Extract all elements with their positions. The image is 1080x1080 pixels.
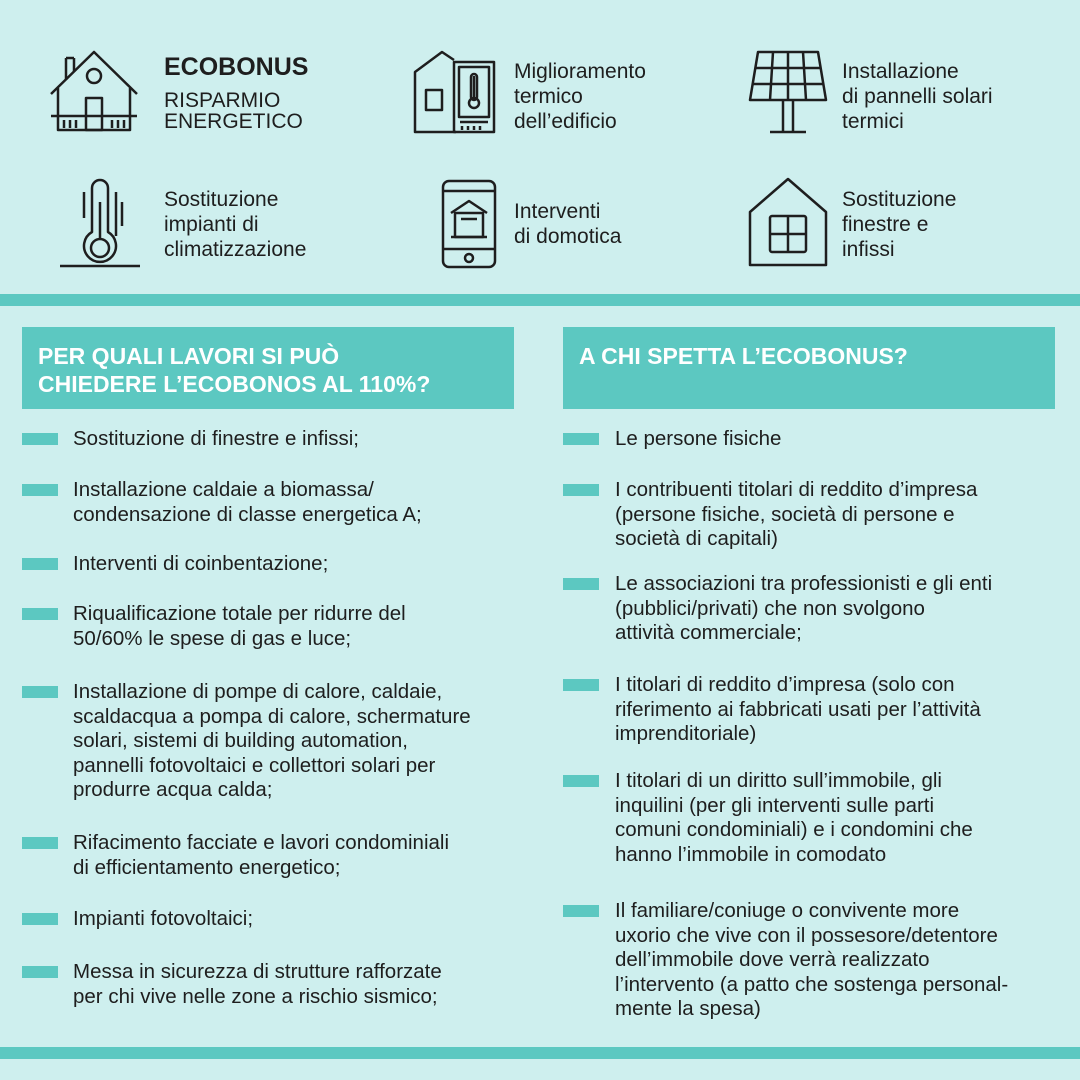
- list-item: [73, 907, 253, 932]
- top-divider-band: [0, 294, 1080, 306]
- thermal-label-line: dell’edificio: [514, 110, 617, 133]
- list-item-line: solari, sistemi di building automation,: [73, 729, 408, 752]
- list-item: [615, 769, 973, 867]
- bullet-marker: [563, 484, 599, 496]
- list-item-line: I titolari di un diritto sull’immobile, gli: [615, 769, 942, 792]
- list-item-line: uxorio che vive con il possesore/detentore: [615, 923, 998, 947]
- bullet-marker: [22, 558, 58, 570]
- list-item: [615, 899, 1008, 1022]
- windows-label-line: finestre e: [842, 213, 929, 236]
- list-item-line: Le persone fisiche: [615, 427, 782, 450]
- list-item-line: Rifacimento facciate e lavori condominiali: [73, 831, 450, 854]
- list-item-line: hanno l’immobile in comodato: [615, 842, 887, 866]
- list-item: [73, 680, 471, 803]
- list-item-line: per chi vive nelle zone a rischio sismico;: [73, 984, 438, 1008]
- house-icon: [48, 48, 140, 136]
- house-thermometer-icon: [412, 50, 496, 134]
- bullet-marker: [563, 775, 599, 787]
- list-item-line: dell’immobile dove verrà realizzato: [615, 948, 930, 971]
- bullet-marker: [22, 608, 58, 620]
- list-item-line: attività commerciale;: [615, 621, 802, 644]
- ecobonus-subtitle-line: RISPARMIO: [164, 89, 281, 112]
- list-item-line: pannelli fotovoltaici e collettori solari per: [73, 753, 436, 777]
- right-section-heading: [563, 327, 1055, 409]
- list-item-line: inquilini (per gli interventi sulle parti: [615, 793, 935, 817]
- bullet-marker: [22, 966, 58, 978]
- list-item-line: produrre acqua calda;: [73, 778, 273, 801]
- bullet-marker: [22, 686, 58, 698]
- climate-label-line: impianti di: [164, 213, 259, 236]
- list-item-line: l’intervento (a patto che sostenga personal-: [615, 972, 1009, 996]
- solar-label-line: di pannelli solari: [842, 85, 993, 108]
- list-item: [73, 960, 442, 1009]
- windows-label: [842, 187, 956, 262]
- list-item-line: mente la spesa): [615, 997, 761, 1020]
- bullet-marker: [22, 484, 58, 496]
- list-item-line: Il familiare/coniuge o convivente more: [615, 899, 960, 922]
- thermal-label-line: Miglioramento: [514, 60, 646, 83]
- list-item-line: I contribuenti titolari di reddito d’impresa: [615, 478, 978, 501]
- ecobonus-label: [164, 52, 308, 132]
- list-item-line: Installazione di pompe di calore, caldaie,: [73, 680, 443, 703]
- list-item-line: Interventi di coinbentazione;: [73, 552, 329, 575]
- list-item-line: Installazione caldaie a biomassa/: [73, 478, 374, 501]
- left-heading-line: CHIEDERE L’ECOBONOS AL 110%?: [38, 371, 431, 397]
- list-item-line: condensazione di classe energetica A;: [73, 502, 422, 526]
- bottom-divider-band: [0, 1047, 1080, 1059]
- list-item-line: 50/60% le spese di gas e luce;: [73, 626, 352, 650]
- list-item-line: (persone fisiche, società di persone e: [615, 502, 955, 526]
- list-item-line: Le associazioni tra professionisti e gli enti: [615, 572, 993, 595]
- thermometer-icon: [58, 178, 142, 270]
- thermal-label: [514, 59, 646, 134]
- list-item: [615, 427, 781, 452]
- bullet-marker: [22, 837, 58, 849]
- bullet-marker: [563, 905, 599, 917]
- list-item-line: imprenditoriale): [615, 722, 757, 745]
- list-item-line: comuni condominiali) e i condomini che: [615, 818, 973, 841]
- thermal-label-line: termico: [514, 85, 583, 108]
- list-item-line: scaldacqua a pompa di calore, schermature: [73, 704, 471, 728]
- right-heading-line: A CHI SPETTA L’ECOBONUS?: [579, 343, 908, 369]
- solar-label: [842, 59, 993, 134]
- list-item-line: (pubblici/privati) che non svolgono: [615, 596, 925, 620]
- windows-label-line: infissi: [842, 238, 895, 261]
- list-item: [615, 478, 977, 552]
- list-item-line: I titolari di reddito d’impresa (solo con: [615, 673, 955, 696]
- bullet-marker: [22, 433, 58, 445]
- list-item-line: Sostituzione di finestre e infissi;: [73, 427, 359, 450]
- climate-label: [164, 187, 306, 262]
- left-section-heading: [22, 327, 514, 409]
- ecobonus-subtitle-line: ENERGETICO: [164, 110, 303, 133]
- solar-label-line: Installazione: [842, 60, 959, 83]
- list-item-line: società di capitali): [615, 527, 778, 550]
- smartphone-house-icon: [441, 179, 497, 269]
- list-item: [73, 831, 449, 880]
- list-item: [73, 427, 359, 452]
- list-item: [73, 552, 328, 577]
- bullet-marker: [563, 578, 599, 590]
- list-item-line: Riqualificazione totale per ridurre del: [73, 602, 406, 625]
- list-item: [73, 602, 406, 651]
- ecobonus-title: ECOBONUS: [164, 53, 309, 81]
- domotics-label: [514, 199, 621, 249]
- domotics-label-line: Interventi: [514, 200, 601, 223]
- domotics-label-line: di domotica: [514, 225, 622, 248]
- solar-panel-icon: [748, 50, 828, 134]
- house-window-icon: [748, 176, 828, 268]
- list-item: [73, 478, 422, 527]
- list-item-line: di efficientamento energetico;: [73, 855, 341, 879]
- list-item-line: Impianti fotovoltaici;: [73, 907, 254, 930]
- climate-label-line: climatizzazione: [164, 238, 307, 261]
- left-heading-line: PER QUALI LAVORI SI PUÒ: [38, 343, 340, 369]
- list-item: [615, 673, 981, 747]
- bullet-marker: [22, 913, 58, 925]
- list-item-line: riferimento ai fabbricati usati per l’attività: [615, 697, 981, 721]
- climate-label-line: Sostituzione: [164, 188, 279, 211]
- bullet-marker: [563, 679, 599, 691]
- bullet-marker: [563, 433, 599, 445]
- list-item: [615, 572, 992, 646]
- list-item-line: Messa in sicurezza di strutture rafforzate: [73, 960, 442, 983]
- windows-label-line: Sostituzione: [842, 188, 957, 211]
- solar-label-line: termici: [842, 110, 904, 133]
